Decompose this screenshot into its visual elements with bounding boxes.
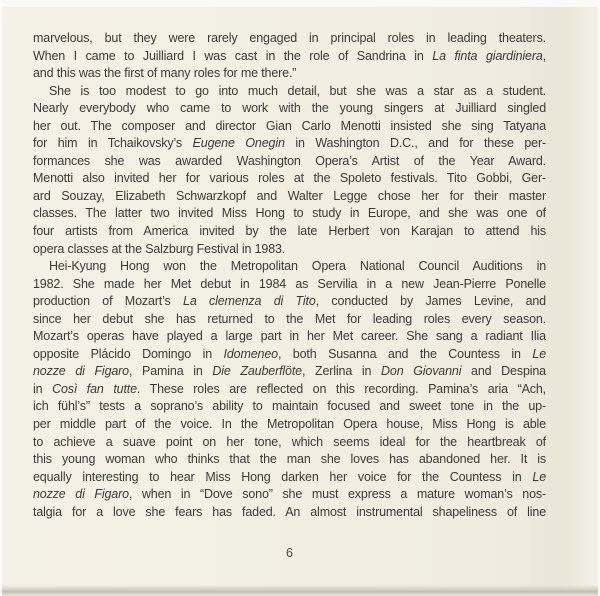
text-line [33, 153, 546, 171]
italic-title-segment: La clemenza di Tito [183, 294, 316, 309]
text-segment: talgia for a love she fears has faded. An almost instrumental shapeliness of line [33, 504, 546, 519]
italic-title-segment: Don Giovanni [381, 364, 462, 379]
italic-title-segment: La finta giardiniera [432, 48, 543, 63]
text-segment: , Pamina in [128, 364, 213, 379]
text-line [33, 469, 546, 487]
text-segment: When I came to Juilliard I was cast in the role of Sandrina in [33, 48, 433, 63]
text-segment: and this was the first of many roles for me there.” [33, 66, 297, 81]
text-line [33, 241, 546, 259]
text-line [33, 135, 546, 153]
text-line [33, 48, 546, 66]
text-segment: Mozart’s operas have played a large part in her Met career. She sang a radiant Ilia [33, 329, 546, 344]
text-line [33, 223, 546, 241]
text-segment: to achieve a suave point on her tone, which seems ideal for the heartbreak of [33, 434, 546, 449]
italic-title-segment: Le [532, 346, 546, 361]
text-line [33, 416, 546, 434]
text-line [33, 83, 546, 101]
text-line [33, 30, 546, 48]
paragraph [33, 83, 546, 258]
text-line [33, 381, 546, 399]
booklet-page [2, 7, 598, 596]
text-segment: opera classes at the Salzburg Festival in 1983. [33, 241, 286, 256]
text-segment: formances she was awarded Washington Opera’s Artist of the Year Award. [33, 153, 546, 168]
italic-title-segment: Le [532, 469, 546, 484]
text-segment: , [542, 48, 546, 63]
text-segment: She is too modest to go into much detail, but she was a star as a student. [49, 83, 546, 98]
text-line [33, 118, 546, 136]
page-number: 6 [286, 546, 293, 560]
text-line [33, 434, 546, 452]
text-segment: ard Souzay, Elizabeth Schwarzkopf and Walter Legge chose her for their master [33, 188, 546, 203]
text-segment: this young woman who thinks that the man she loves has abandoned her. It is [33, 452, 546, 467]
text-line [33, 188, 546, 206]
text-line [33, 276, 546, 294]
text-segment: in [33, 381, 53, 396]
text-segment: equally interesting to hear Miss Hong darken her voice for the Countess in [33, 469, 533, 484]
text-segment: , conducted by James Levine, and [315, 294, 546, 309]
paragraph [33, 30, 546, 83]
text-line [33, 258, 546, 276]
italic-title-segment: Eugene Onegin [192, 136, 285, 151]
text-line [33, 346, 546, 364]
text-segment: , Zerlina in [301, 364, 382, 379]
text-segment: , both Susanna and the Countess in [277, 346, 533, 361]
text-segment: , when in “Dove sono” she must express a mature woman’s nos- [128, 487, 546, 502]
text-segment: Nearly everybody who came to work with the young singers at Juilliard singled [33, 101, 546, 116]
text-segment: production of Mozart’s [33, 294, 184, 309]
text-segment: 1982. She made her Met debut in 1984 as Servilia in a new Jean-Pierre Ponelle [33, 276, 546, 291]
text-line [33, 65, 546, 83]
text-segment: classes. The latter two invited Miss Hong to study in Europe, and she was one of [33, 206, 546, 221]
text-segment: four artists from America invited by the late Herbert von Karajan to attend his [33, 224, 546, 239]
text-segment: . These roles are reflected on this recording. Pamina’s aria “Ach, [136, 381, 546, 396]
liner-notes [33, 30, 546, 521]
text-segment: and Despina [461, 364, 546, 379]
italic-title-segment: nozze di Figaro [33, 487, 129, 502]
text-segment: ich fühl’s” tests a soprano’s ability to maintain focused and sweet tone in the up- [33, 399, 546, 414]
text-line [33, 311, 546, 329]
text-line [33, 170, 546, 188]
text-line [33, 363, 546, 381]
text-line [33, 328, 546, 346]
italic-title-segment: Così fan tutte [52, 381, 137, 396]
text-segment: opposite Plácido Domingo in [33, 346, 224, 361]
text-line [33, 293, 546, 311]
text-line [33, 205, 546, 223]
text-line [33, 451, 546, 469]
italic-title-segment: nozze di Figaro [33, 364, 129, 379]
text-segment: Menotti also invited her for various roles at the Spoleto festivals. Tito Gobbi, Ger- [33, 171, 546, 186]
text-segment: her out. The composer and director Gian Carlo Menotti insisted she sing Tatyana [33, 118, 546, 133]
text-line [33, 486, 546, 504]
text-segment: in Washington D.C., and for these per- [284, 136, 546, 151]
paragraph [33, 258, 546, 521]
text-segment: per middle part of the voice. In the Metropolitan Opera house, Miss Hong is able [33, 417, 546, 432]
italic-title-segment: Idomeneo [223, 346, 278, 361]
text-line [33, 398, 546, 416]
text-segment: for him in Tchaikovsky’s [33, 136, 193, 151]
text-segment: since her debut she has returned to the Met for leading roles every season. [33, 311, 546, 326]
text-segment: marvelous, but they were rarely engaged in principal roles in leading theaters. [33, 31, 546, 45]
italic-title-segment: Die Zauberflöte [212, 364, 302, 379]
text-line [33, 100, 546, 118]
text-line [33, 504, 546, 522]
page-bottom-edge [2, 585, 598, 596]
text-segment: Hei-Kyung Hong won the Metropolitan Opera National Council Auditions in [49, 259, 546, 274]
